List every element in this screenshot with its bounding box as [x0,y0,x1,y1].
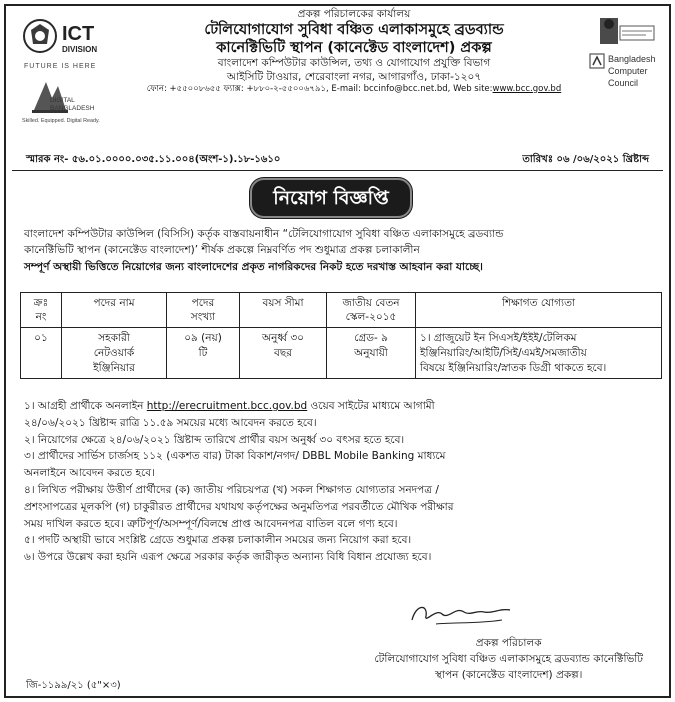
col-count: পদের সংখ্যা [167,293,240,328]
signature-mark [406,598,516,632]
signatory-project-1: টেলিযোগাযোগ সুবিধা বঞ্চিত এলাকাসমুহে ব্রডব্যান্ড কানেক্টিভিটি [374,652,643,665]
signatory-role: প্রকল্প পরিচালক [475,637,542,649]
intro-line: কানেক্টিভিটি স্থাপন (কানেক্টেড বাংলাদেশ)’ শীর্ষক প্রকল্পে নিম্নবর্ণিত পদ শুধুমাত্র প্রকল্প চলাকালীন [24,244,420,257]
logo-org-sub: DIVISION [62,45,98,54]
erecruitment-link[interactable]: http://erecruitment.bcc.gov.bd [146,400,308,412]
letterhead [6,6,673,138]
contact-text: ফোন: +৫৫০০৮৬৫৫ ফ্যাক্স: +৮৮০-২-৫৫০০৬৭৯১, E-mail: bccinfo@bcc.net.bd, Web site: [146,83,493,94]
contact-line [126,84,582,95]
council-line: বাংলাদেশ কম্পিউটার কাউন্সিল, তথ্য ও যোগাযোগ প্রযুক্তি বিভাগ [217,57,491,70]
project-title-2: কানেক্টিভিটি স্থাপন (কানেক্টেড বাংলাদেশ) প্রকল্প [216,40,492,57]
memo-date: তারিখঃ ০৬ /০৬/২০২১ খ্রিষ্টাব্দ [522,154,649,165]
signatory-block [374,636,643,683]
col-edu: শিক্ষাগত যোগ্যতা [416,293,662,328]
term-4: ৪। লিখিত পরীক্ষায় উত্তীর্ণ প্রার্থীদের (ক) জাতীয় পরিচয়পত্র (খ) সকল শিক্ষাগত যোগ্যতার সনদপত্র / [24,483,439,496]
bcc-line-3: Council [608,78,639,88]
table-row [21,328,662,379]
letterhead-text [126,8,582,94]
intro-line: বাংলাদেশ কম্পিউটার কাউন্সিল (বিসিসি) কর্তৃক বাস্তবায়নাধীন “টেলিযোগাযোগ সুবিধা বঞ্চিত এলাকাসমুহে ব্রডব্যান্ড [24,228,504,240]
cell-count: ০৯ (নয়) টি [167,328,240,379]
ict-division-logo [20,14,120,130]
signatory-project-2: স্থাপন (কানেক্টেড বাংলাদেশ) প্রকল্প। [435,668,583,681]
office-name: প্রকল্প পরিচালকের কার্যালয় [297,8,411,20]
gazette-code: জি-১১৯৯/২১ (৫"×৩) [26,680,121,691]
bcc-line-2: Computer [608,66,648,76]
bcc-logo [586,14,664,118]
vacancy-table [20,292,662,379]
term-1-cont: ২৪/০৬/২০২১ খ্রিষ্টাব্দ রাত্রি ১১.৫৯ সময়ের মধ্যে আবেদন করতে হবে। [24,416,317,429]
col-pay: জাতীয় বেতন স্কেল-২০১৫ [327,293,416,328]
term-3-cont: অনলাইনে আবেদন করতে হবে। [24,467,155,480]
term-1: ১। আগ্রহী প্রার্থীকে অনলাইন http://erecruitment.bcc.gov.bd ওয়েব সাইটের মাধ্যমে আগামী [24,400,435,412]
header-divider [12,170,663,171]
notice-title-badge: নিয়োগ বিজ্ঞপ্তি [250,178,412,218]
term-3: ৩। প্রার্থীদের সার্ভিস চার্জসহ ১১২ (একশত বার) টাকা বিকাশ/নগদ/ DBBL Mobile Banking মাধ্যমে [24,450,446,463]
logo-motto: FUTURE IS HERE [24,63,97,70]
col-age: বয়স সীমা [240,293,327,328]
cell-post: সহকারী নেটওয়ার্ক ইঞ্জিনিয়ার [62,328,167,379]
notice-frame [4,4,671,698]
col-post: পদের নাম [62,293,167,328]
term-5: ৫। পদটি অস্থায়ী ভাবে সংশ্লিষ্ট গ্রেডে শুধুমাত্র প্রকল্প চলাকালীন সময়ের জন্য নিয়োগ করা হবে। [24,534,412,547]
logo-tagline: Skilled. Equipped. Digital Ready. [22,118,100,124]
col-sl: ক্রঃ নং [21,293,62,328]
logo-org: ICT [62,23,95,45]
cell-age: অনুর্ধ্ব ৩০ বছর [240,328,327,379]
address-line: আইসিটি টাওয়ার, শেরেবাংলা নগর, আগারগাঁও, ঢাকা-১২০৭ [226,70,482,83]
cell-edu: ১। গ্রাজুয়েট ইন সিএসই/ইইই/টেলিকম ইঞ্জিনিয়ারিং/আইটি/সিই/এমই/সমজাতীয় বিষয়ে ইঞ্জিনিয়ারিং/স্নাতক ডিগ্রী থাকতে হবে। [416,328,662,379]
website-link[interactable]: www.bcc.gov.bd [492,83,562,94]
intro-paragraph [24,226,658,275]
logo-brand-1: DIGITAL [50,97,75,104]
intro-line: সম্পূর্ণ অস্থায়ী ভিত্তিতে নিয়োগের জন্য বাংলাদেশের প্রকৃত নাগরিকদের নিকট হতে দরখাস্ত আহবান করা যাচ্ছে। [24,260,483,273]
table-header-row [21,293,662,328]
logo-brand-2: BANGLADESH [50,105,95,112]
cell-pay: গ্রেড- ৯ অনুযায়ী [327,328,416,379]
term-6: ৬। উপরে উল্লেখ করা হয়নি এরূপ ক্ষেত্রে সরকার কর্তৃক জারীকৃত অন্যান্য বিধি বিধান প্রযোজ্য হবে। [24,551,432,564]
terms-list [24,398,664,566]
term-2: ২। নিয়োগের ক্ষেত্রে ২৪/০৬/২০২১ খ্রিষ্টাব্দ তারিখে প্রার্থীর বয়স অনুর্ধ্ব ৩০ বৎসর হতে হবে। [24,433,405,446]
term-4-cont: প্রশংসাপত্রের মূলকপি (গ) চাকুরীরত প্রার্থীদের যথাযথ কর্তৃপক্ষের অনুমতিপত্র পরবর্তীতে মৌখিক পরীক্ষার [24,500,454,513]
bcc-line-1: Bangladesh [608,54,656,64]
term-4-cont: সময় দাখিল করতে হবে। ত্রুটিপূর্ণ/অসম্পূর্ণ/বিলম্বে প্রাপ্ত আবেদনপত্র বাতিল বলে গণ্য হবে। [24,517,398,530]
cell-sl: ০১ [21,328,62,379]
project-title-1: টেলিযোগাযোগ সুবিধা বঞ্চিত এলাকাসমুহে ব্রডব্যান্ড [204,22,504,39]
memo-ref: স্মারক নং- ৫৬.০১.০০০০.০৩৫.১১.০০৪(অংশ-১).১৮-১৬১০ [26,154,281,165]
